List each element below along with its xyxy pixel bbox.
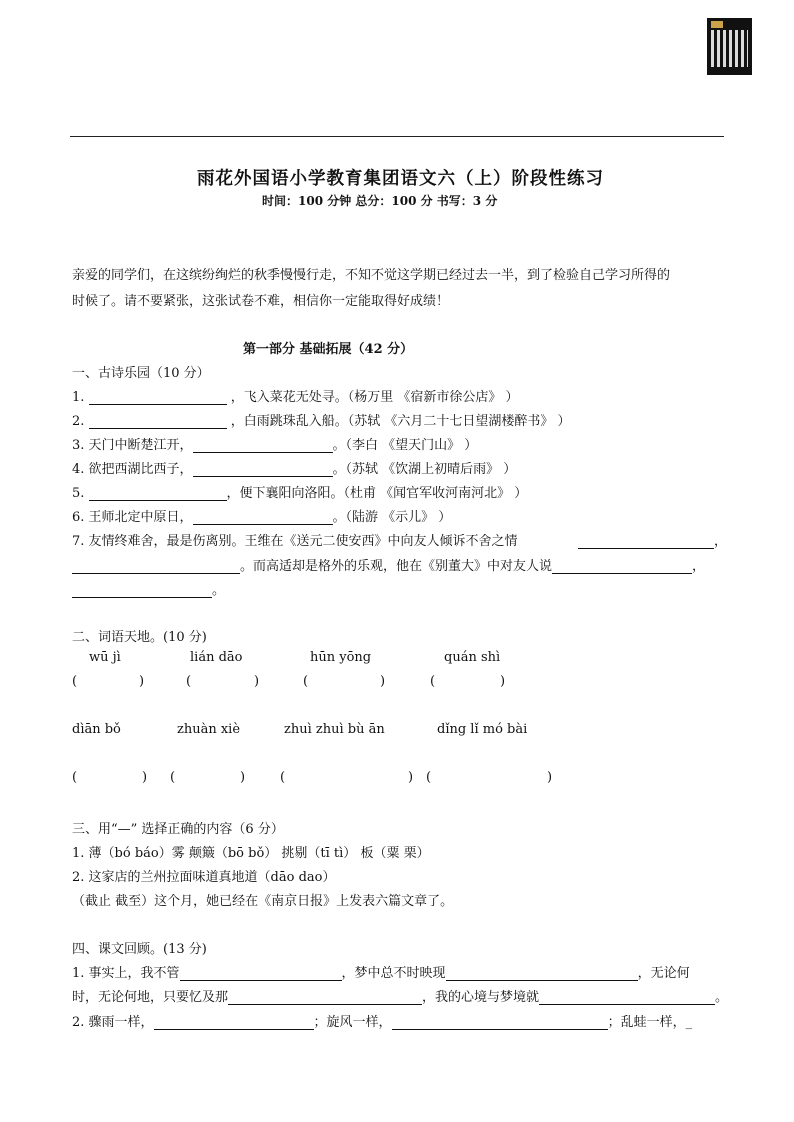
answer-blank[interactable] <box>193 511 333 525</box>
answer-boxes-row-2: ( ) ( ) ( ) ( ) <box>72 770 553 785</box>
answer-blank[interactable] <box>539 991 715 1005</box>
answer-blank[interactable] <box>193 439 333 453</box>
qr-code-icon <box>707 18 752 75</box>
question-7-blank-1: ， <box>578 530 727 549</box>
section-heading: 四、课文回顾。(13 分) <box>72 942 207 957</box>
question-7-line-3: 。 <box>72 579 225 598</box>
pinyin-row-2 <box>0 722 794 740</box>
question-6: 6. 王师北定中原日， 。（陆游 《示儿》 ） <box>72 510 452 525</box>
answer-blank[interactable] <box>72 584 212 598</box>
intro-line-1: 亲爱的同学们，在这缤纷绚烂的秋季慢慢行走，不知不觉这学期已经过去一半，到了检验自己学习所得的 <box>72 268 671 283</box>
question-7-line-2: 。而高适却是格外的乐观，他在《别董大》中对友人说 ， <box>72 555 705 574</box>
pinyin: quán shì <box>444 650 501 665</box>
part-heading: 第一部分 基础拓展（42 分） <box>243 342 414 357</box>
question-4: 4. 欲把西湖比西子， 。（苏轼 《饮湖上初晴后雨》 ） <box>72 462 517 477</box>
pinyin: wū jì <box>89 650 121 665</box>
answer-blank[interactable] <box>552 560 692 574</box>
section-heading: 一、古诗乐园（10 分） <box>72 366 210 381</box>
pinyin: zhuì zhuì bù ān <box>284 722 385 737</box>
answer-blank[interactable] <box>578 535 714 549</box>
question-1-line-2: 时，无论何地，只要忆及那 ，我的心境与梦境就 。 <box>72 990 729 1005</box>
answer-blank[interactable] <box>392 1016 608 1030</box>
question-3: （截止 截至）这个月，她已经在《南京日报》上发表六篇文章了。 <box>72 894 454 909</box>
page-title: 雨花外国语小学教育集团语文六（上）阶段性练习 <box>197 169 604 189</box>
pinyin: dìān bǒ <box>72 722 121 737</box>
pinyin-row-1 <box>0 650 794 668</box>
question-2: 2. 这家店的兰州拉面味道真地道（dāo dao） <box>72 870 336 885</box>
pinyin: dǐng lǐ mó bài <box>437 722 528 737</box>
question-2-line-1: 2. 骤雨一样， ；旋风一样， ；乱蛙一样，_ <box>72 1015 693 1030</box>
pinyin: hūn yōng <box>310 650 372 665</box>
intro-line-2: 时候了。请不要紧张，这张试卷不难，相信你一定能取得好成绩！ <box>72 294 450 309</box>
answer-blank[interactable] <box>446 967 638 981</box>
question-1: 1. ，飞入菜花无处寻。（杨万里 《宿新市徐公店》 ） <box>72 390 519 405</box>
section-heading: 二、词语天地。(10 分) <box>72 630 207 645</box>
answer-blank[interactable] <box>89 415 227 429</box>
pinyin: zhuàn xiè <box>177 722 241 737</box>
question-2: 2. ，白雨跳珠乱入船。（苏轼 《六月二十七日望湖楼醉书》 ） <box>72 414 571 429</box>
answer-blank[interactable] <box>180 967 342 981</box>
answer-blank[interactable] <box>89 487 227 501</box>
section-heading: 三、用“—” 选择正确的内容（6 分） <box>72 822 284 837</box>
answer-blank[interactable] <box>228 991 422 1005</box>
question-7-line-1: 7. 友情终难舍，最是伤离别。王维在《送元二使安西》中向友人倾诉不舍之情 <box>72 534 518 549</box>
question-3: 3. 天门中断楚江开， 。（李白 《望天门山》 ） <box>72 438 478 453</box>
answer-blank[interactable] <box>72 560 240 574</box>
answer-blank[interactable] <box>154 1016 314 1030</box>
pinyin: lián dāo <box>190 650 243 665</box>
header-divider <box>70 136 724 137</box>
exam-info: 时间：100 分钟 总分：100 分 书写：3 分 <box>262 194 498 208</box>
question-1-line-1: 1. 事实上，我不管 ，梦中总不时映现 ，无论何 <box>72 966 690 981</box>
question-1: 1. 薄（bó báo）雾 颠簸（bō bǒ） 挑剔（tī tì） 板（粟 栗） <box>72 846 430 861</box>
question-5: 5. ，便下襄阳向洛阳。（杜甫 《闻官军收河南河北》 ） <box>72 486 528 501</box>
answer-boxes-row-1: ( ) ( ) ( ) ( ) <box>72 674 506 689</box>
answer-blank[interactable] <box>89 391 227 405</box>
answer-blank[interactable] <box>193 463 333 477</box>
